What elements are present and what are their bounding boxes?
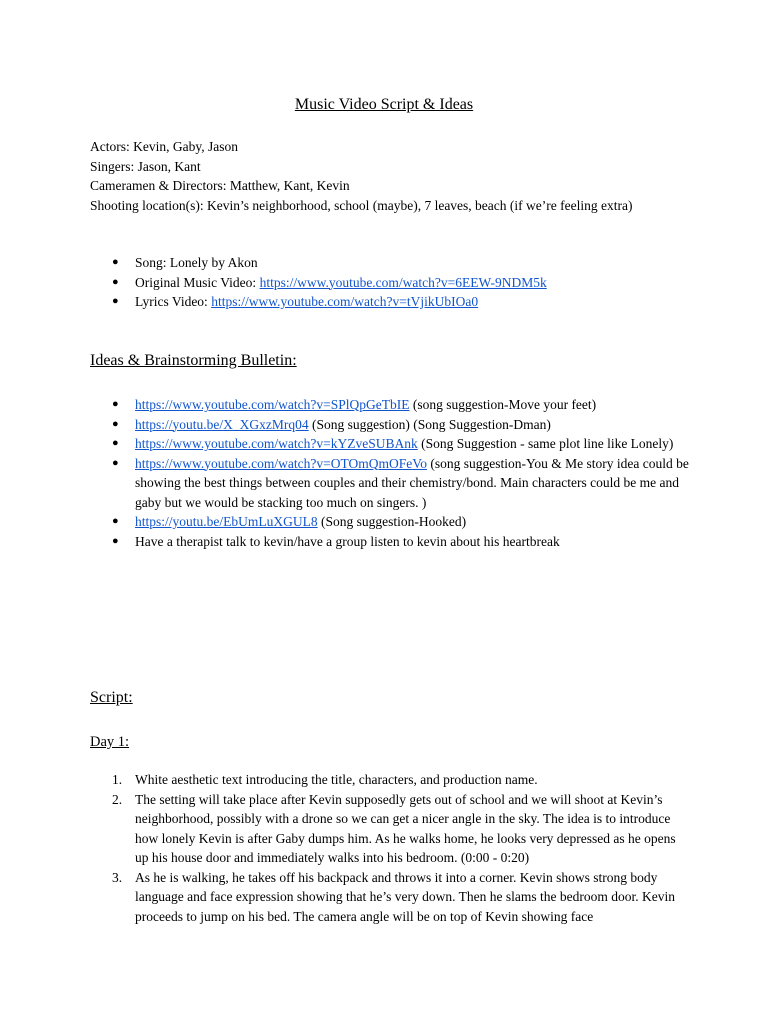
list-item [90,512,690,532]
cameramen-line: Cameramen & Directors: Matthew, Kant, Kevin [90,178,350,193]
item-text: As he is walking, he takes off his backpack and throws it into a corner. Kevin shows strong body language and face expression showing that he’s very down. Then he slams the bedroom door. Kevin proceeds to jump on his bed. The camera angle will be on top of Kevin showing face [135,869,675,924]
item-text: (song suggestion-Move your feet) [409,397,597,412]
list-item [90,415,690,435]
script-heading: Script: [90,689,133,706]
ideas-list [90,395,690,551]
idea-link[interactable]: https://www.youtube.com/watch?v=kYZveSUBAnk [135,436,418,451]
list-item [90,790,690,868]
day-heading: Day 1: [90,734,130,750]
bullet-icon: ● [112,256,119,268]
idea-link[interactable]: https://youtu.be/X_XGxzMrq04 [135,416,309,432]
location-line: Shooting location(s): Kevin’s neighborhood, school (maybe), 7 leaves, beach (if we’re feeling extra) [90,197,633,213]
bullet-icon: ● [112,398,119,410]
item-text: (Song suggestion-Hooked) [317,514,467,529]
list-item [90,868,690,927]
item-text: Original Music Video: [135,274,260,290]
list-item [90,434,690,454]
item-number: 1. [112,772,123,787]
bullet-icon: ● [112,417,119,430]
song-list [90,253,690,312]
item-text: Song: Lonely by Akon [135,255,258,270]
item-text: Lyrics Video: [135,294,212,309]
script-list [90,770,690,926]
item-number: 2. [112,791,123,807]
bullet-icon: ● [112,534,119,547]
lyrics-video-link[interactable]: https://www.youtube.com/watch?v=tVjikUbIOa0 [211,294,479,309]
production-info [90,137,730,215]
item-text: The setting will take place after Kevin supposedly gets out of school and we will shoot at Kevin’s neighborhood, possibly with a drone so we can get a nicer angle in the sky. The idea is to introduce how lonely Kevin is after Gaby dumps him. As he walks home, he looks very depressed as he opens up his house door and immediately walks into his bedroom. (0:00 - 0:20) [135,791,676,865]
page-title: Music Video Script & Ideas [294,96,474,113]
item-text: Have a therapist talk to kevin/have a group listen to kevin about his heartbreak [135,533,560,549]
list-item [90,532,690,552]
ideas-heading: Ideas & Brainstorming Bulletin: [90,352,297,369]
list-item [90,454,690,513]
actors-line: Actors: Kevin, Gaby, Jason [90,139,238,154]
bullet-icon: ● [112,275,119,288]
bullet-icon: ● [112,437,119,449]
bullet-icon: ● [112,456,119,469]
list-item [90,253,690,273]
list-item [90,395,690,415]
list-item [90,770,690,790]
list-item [90,292,690,312]
idea-link[interactable]: https://youtu.be/EbUmLuXGUL8 [135,514,318,529]
item-text: (Song Suggestion - same plot line like Lonely) [417,436,674,451]
original-video-link[interactable]: https://www.youtube.com/watch?v=6EEW-9NDM5k [259,274,547,290]
item-text: (Song suggestion) (Song Suggestion-Dman) [308,416,551,432]
singers-line: Singers: Jason, Kant [90,158,201,174]
bullet-icon: ● [112,515,119,527]
bullet-icon: ● [112,295,119,307]
idea-link[interactable]: https://www.youtube.com/watch?v=SPlQpGeTbIE [135,397,410,412]
list-item [90,273,690,293]
idea-link[interactable]: https://www.youtube.com/watch?v=OTOmQmOFeVo [135,455,427,471]
item-text: White aesthetic text introducing the title, characters, and production name. [135,772,538,787]
item-text: (song suggestion-You & Me story idea could be showing the best things between couples and their chemistry/bond. Main characters could be me and gaby but we would be stacking too much on singers. ) [135,455,689,510]
item-number: 3. [112,869,123,885]
